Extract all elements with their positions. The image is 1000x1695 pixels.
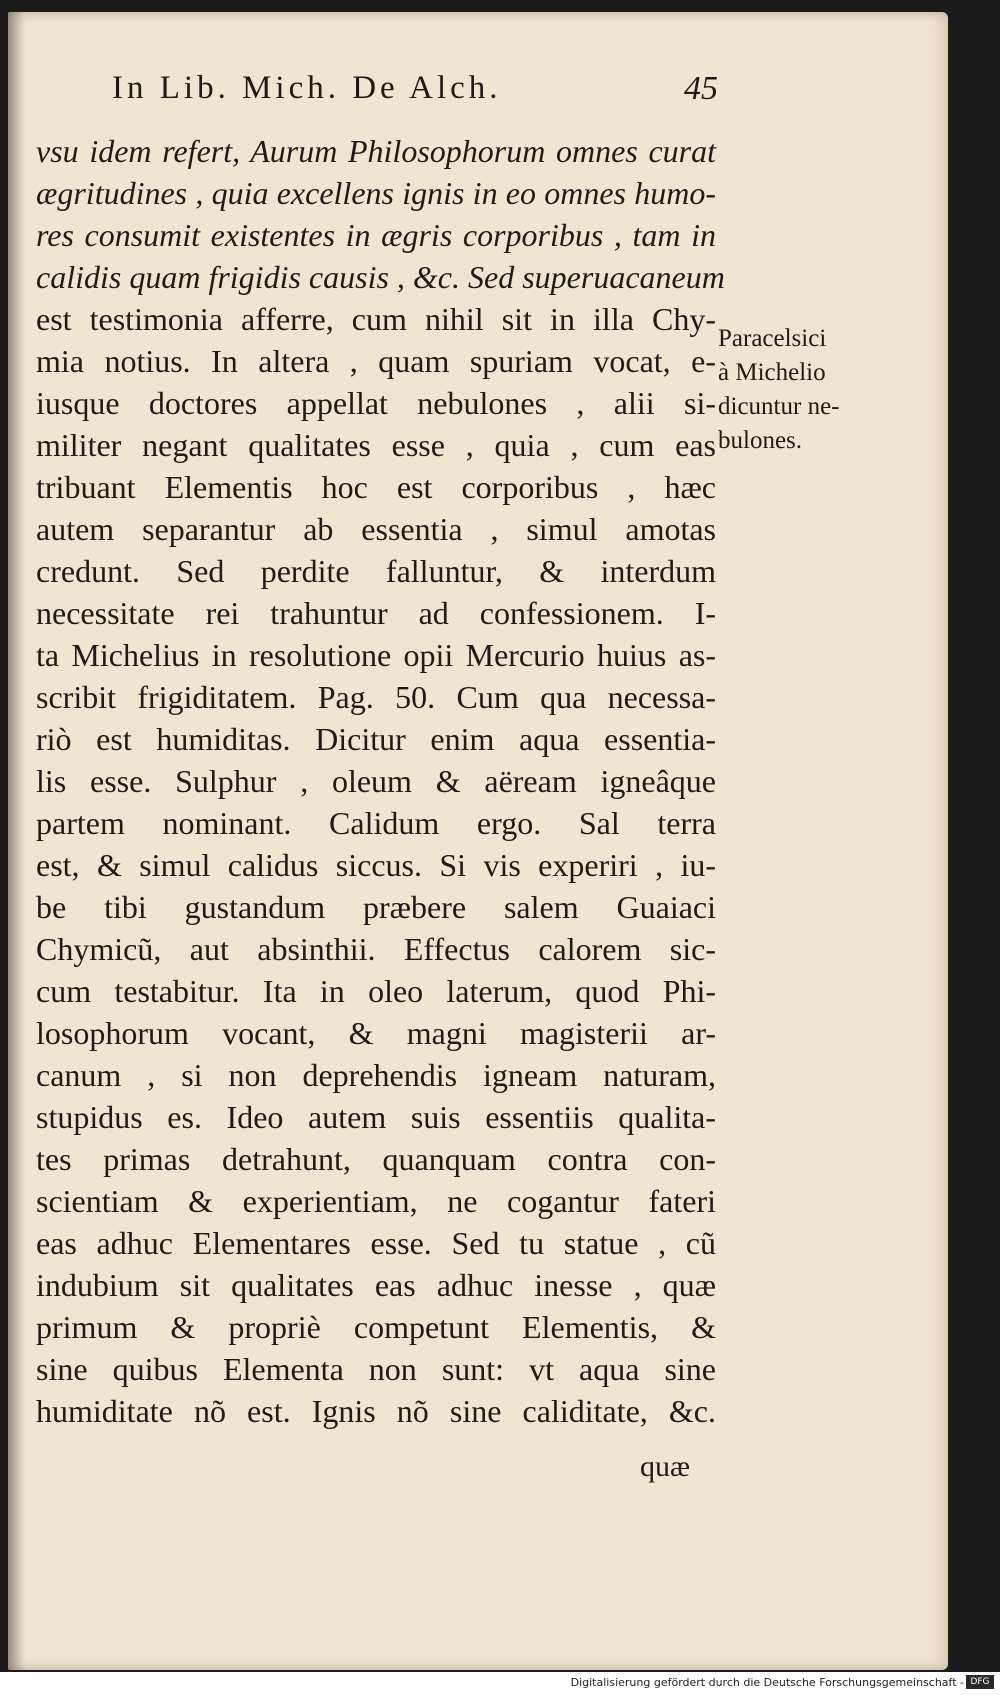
text-line: sine quibus Elementa non sunt: vt aqua sine (36, 1351, 716, 1387)
text-line: cum testabitur. Ita in oleo laterum, quod Phi- (36, 973, 716, 1009)
text-line: lis esse. Sulphur , oleum & aëream igneâque (36, 763, 716, 799)
text-line: scribit frigiditatem. Pag. 50. Cum qua necessa- (36, 679, 716, 715)
text-line: necessitate rei trahuntur ad confessionem. I- (36, 595, 716, 631)
text-line: est, & simul calidus siccus. Si vis experiri , iu- (36, 847, 716, 883)
text-line: primum & propriè competunt Elementis, & (36, 1309, 716, 1345)
text-line: est testimonia afferre, cum nihil sit in illa Chy- (36, 301, 716, 337)
text-line: riò est humiditas. Dicitur enim aqua essentia- (36, 721, 716, 757)
text-line: eas adhuc Elementares esse. Sed tu statue , cũ (36, 1225, 716, 1261)
text-line: canum , si non deprehendis igneam naturam, (36, 1057, 716, 1093)
text-line: partem nominant. Calidum ergo. Sal terra (36, 805, 716, 841)
text-line: losophorum vocant, & magni magisterii ar- (36, 1015, 716, 1051)
marginal-note-line: Paracelsici (718, 325, 827, 352)
text-line: indubium sit qualitates eas adhuc inesse , quæ (36, 1267, 716, 1303)
marginal-note-line: à Michelio (718, 359, 826, 386)
digitization-credit: Digitalisierung gefördert durch die Deutsche Forschungsgemeinschaft - (570, 1676, 964, 1689)
text-line: mia notius. In altera , quam spuriam vocat, e- (36, 343, 716, 379)
text-line: be tibi gustandum præbere salem Guaiaci (36, 889, 716, 925)
running-title: In Lib. Mich. De Alch. (112, 70, 502, 106)
text-line: vsu idem refert, Aurum Philosophorum omnes curat (36, 133, 716, 169)
text-line: ægritudines , quia excellens ignis in eo omnes humo- (36, 175, 716, 211)
text-line: res consumit existentes in ægris corporibus , tam in (36, 217, 716, 253)
catchword: quæ (640, 1450, 691, 1483)
main-text-block (36, 130, 725, 1432)
page-number: 45 (684, 70, 718, 107)
marginal-note-line: dicuntur ne- (718, 393, 840, 420)
text-line: stupidus es. Ideo autem suis essentiis qualita- (36, 1099, 716, 1135)
text-line: humiditate nõ est. Ignis nõ sine caliditate, &c. (36, 1393, 716, 1429)
dfg-logo: DFG (966, 1675, 994, 1689)
text-line: ta Michelius in resolutione opii Mercurio huius as- (36, 637, 716, 673)
text-line: tes primas detrahunt, quanquam contra con- (36, 1141, 716, 1177)
text-line: Chymicũ, aut absinthii. Effectus calorem sic- (36, 931, 716, 967)
text-line: iusque doctores appellat nebulones , alii si- (36, 385, 716, 421)
text-line: militer negant qualitates esse , quia , cum eas (36, 427, 716, 463)
marginal-note-line: bulones. (718, 427, 803, 454)
text-line: credunt. Sed perdite falluntur, & interdum (36, 553, 716, 589)
text-line: scientiam & experientiam, ne cogantur fateri (36, 1183, 716, 1219)
text-line: calidis quam frigidis causis , &c. Sed superuacaneum (36, 259, 725, 295)
marginal-note (718, 322, 868, 458)
text-line: tribuant Elementis hoc est corporibus , hæc (36, 469, 716, 505)
text-line: autem separantur ab essentia , simul amotas (36, 511, 716, 547)
